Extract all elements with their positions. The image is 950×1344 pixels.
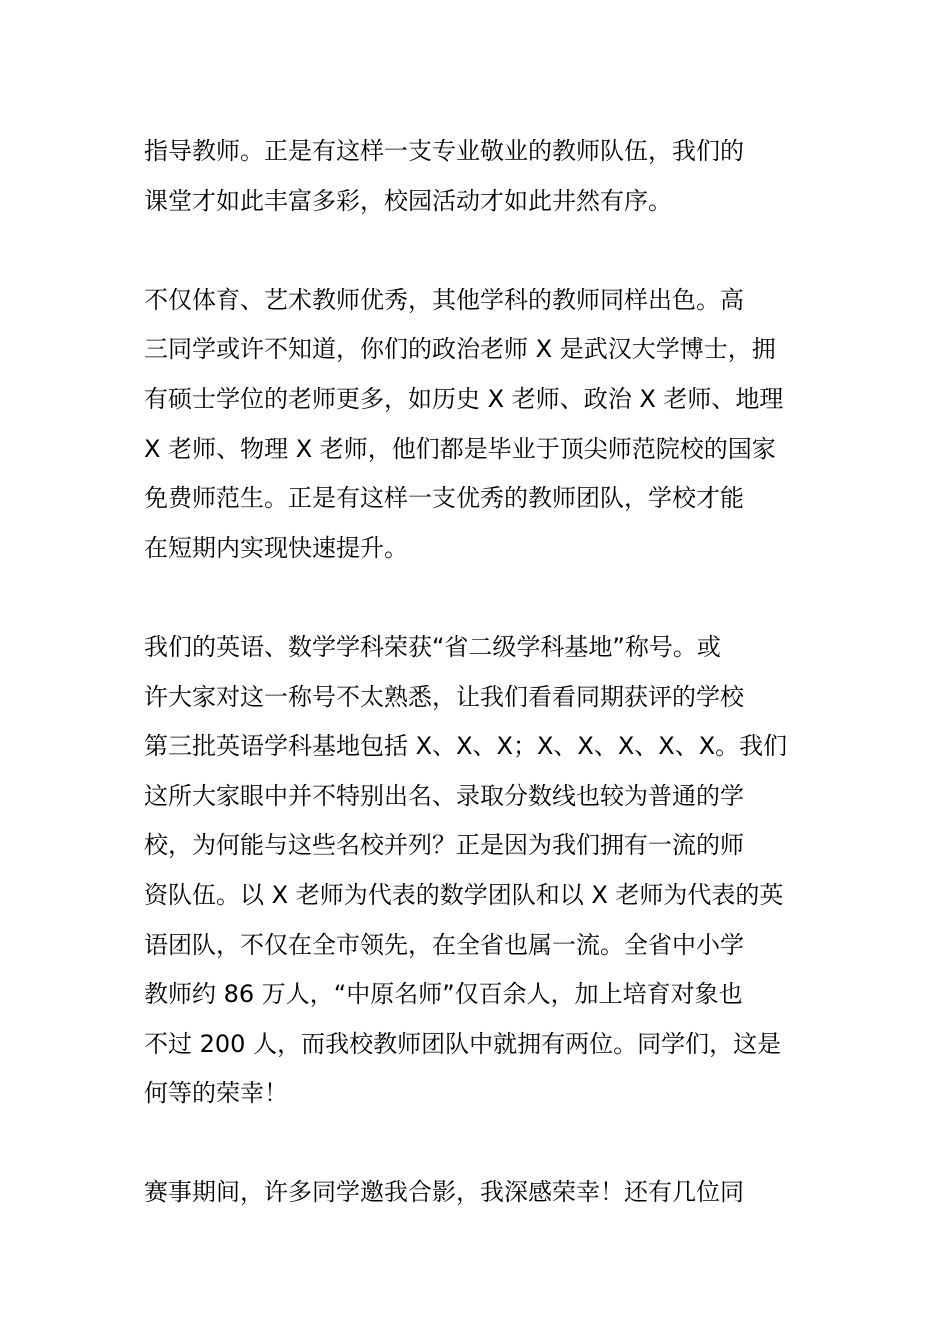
text-line: 第三批英语学科基地包括 X、X、X；X、X、X、X、X。我们 <box>144 732 788 761</box>
text-line: 免费师范生。正是有这样一支优秀的教师团队，学校才能 <box>144 484 744 513</box>
paragraph-1 <box>144 127 809 226</box>
text-line: 何等的荣幸！ <box>144 1079 288 1108</box>
text-line: 指导教师。正是有这样一支专业敬业的教师队伍，我们的 <box>144 137 744 165</box>
document-body <box>144 127 809 1268</box>
text-line: 我们的英语、数学学科荣获“省二级学科基地”称号。或 <box>144 632 721 661</box>
text-line: 不仅体育、艺术教师优秀，其他学科的教师同样出色。高 <box>144 285 744 314</box>
text-line: 三同学或许不知道，你们的政治老师 X 是武汉大学博士，拥 <box>144 335 776 364</box>
text-line: 不过 200 人，而我校教师团队中就拥有两位。同学们，这是 <box>144 1029 782 1058</box>
text-line: 这所大家眼中并不特别出名、录取分数线也较为普通的学 <box>144 781 744 810</box>
text-line: 赛事期间，许多同学邀我合影，我深感荣幸！还有几位同 <box>144 1178 744 1207</box>
text-line: 许大家对这一称号不太熟悉，让我们看看同期获评的学校 <box>144 682 744 711</box>
text-line: X 老师、物理 X 老师，他们都是毕业于顶尖师范院校的国家 <box>144 434 776 463</box>
text-line: 在短期内实现快速提升。 <box>144 533 408 562</box>
paragraph-3 <box>144 623 809 1119</box>
text-line: 教师约 86 万人，“中原名师”仅百余人，加上培育对象也 <box>144 980 743 1009</box>
text-line: 资队伍。以 X 老师为代表的数学团队和以 X 老师为代表的英 <box>144 880 784 909</box>
text-line: 课堂才如此丰富多彩，校园活动才如此井然有序。 <box>144 186 672 215</box>
paragraph-4 <box>144 1168 809 1218</box>
text-line: 校，为何能与这些名校并列？正是因为我们拥有一流的师 <box>144 831 744 860</box>
text-line: 有硕士学位的老师更多，如历史 X 老师、政治 X 老师、地理 <box>144 384 784 413</box>
paragraph-2 <box>144 276 809 574</box>
text-line: 语团队，不仅在全市领先，在全省也属一流。全省中小学 <box>144 930 744 959</box>
